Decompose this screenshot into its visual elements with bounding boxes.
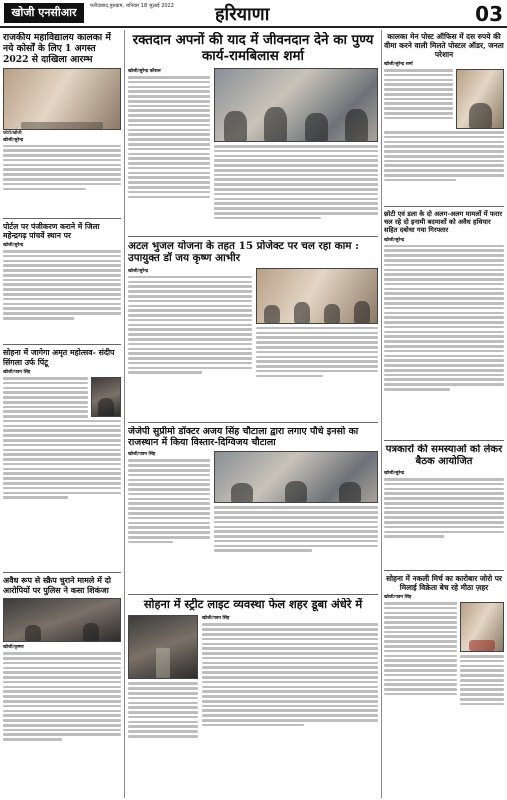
article-portal-registration [3,222,121,340]
article-headline: अटल भुजल योजना के तहत 15 प्रोजेक्ट पर चल रहा काम : उपायुक्त डॉ जय कृष्ण आभीर [128,240,359,265]
article-headline: पोर्टल पर पंजीकरण कराने में जिला महेन्द्रगढ़ पांचवें स्थान पर [3,222,100,240]
article-headline: सोहना में जागेगा अमृत महोत्सव- संदीप सिंगला उर्फ पिंटू [3,348,115,367]
article-photo [456,69,504,129]
article-atal-bhujal [128,240,378,418]
article-photo [3,68,121,130]
section-divider [384,206,504,207]
article-headline: छोटी एवं डला के दो अलग-अलग मामलों में फरार चल रहे दो इनामी बदमाशों को अवैध हथियार सहित दबोचा गया गिरफ्तार [384,210,503,235]
article-body [128,76,210,198]
article-fake-chilli [384,574,504,798]
article-body [128,276,252,374]
article-dateline: खोजी/पवन सिंह [128,452,156,458]
article-dateline: खोजी/पवन सिंह [3,370,31,375]
section-divider [128,236,378,237]
article-dateline: खोजी/सुरेन्द्र [384,471,405,476]
article-headline: जेजेपी सुप्रीमो डॉक्टर अजय सिंह चौटाला द्वारा लगाए पौधे इनसो का राजस्थान में किया विस्तार-दिग्विजय चौटाला [128,426,359,449]
article-dateline: खोजी/कृष्णा [3,645,24,651]
article-body-continued [202,623,378,726]
section-divider [3,572,121,573]
section-divider [3,344,121,345]
article-dateline: खोजी/सुरेन्द्र [3,243,24,248]
article-photo [214,68,378,142]
article-dateline: खोजी/पवन सिंह [384,595,412,600]
article-dateline: खोजी/सुरेन्द्र [384,237,405,243]
article-dateline: खोजी/सुरेन्द्र [128,268,149,274]
article-body [3,250,121,320]
article-body [384,478,504,538]
article-headline: राजकीय महाविद्यालय कालका में नये कोर्सों के लिए 1 अगस्त 2022 से दाखिला आरम्भ [3,32,111,65]
section-divider [3,218,121,219]
article-blood-donation [128,32,378,232]
page-number: 03 [475,2,503,26]
article-body [3,145,121,191]
section-divider [384,440,504,441]
article-post-office [384,32,504,202]
article-dateline: खोजी/सुरेन्द्र [3,137,24,143]
portrait-photo [91,377,121,417]
article-body-continued [384,131,504,181]
column-divider [381,30,382,798]
column-divider [124,30,125,798]
article-street-light [128,598,378,798]
article-dateline: खोजी/सुरेन्द्र कौशल [128,69,161,74]
article-body [384,245,504,391]
article-wanted-criminals [384,210,504,436]
article-college-admission [3,32,121,212]
section-divider [128,422,378,423]
article-headline: सोहना में नकली मिर्च का कारोबार जोरो पर मिलाई विक्रेता बेच रहे मीठा ज़हर [386,574,502,592]
article-body [384,69,453,129]
article-headline: रक्तदान अपनों की याद में जीवनदान देने का पुण्य कार्य-रामबिलास शर्मा [132,32,374,64]
article-photo [3,598,121,642]
article-jjp-plantation [128,426,378,590]
article-photo [460,602,504,652]
issue-info [90,3,174,10]
article-photo [128,615,198,679]
article-body [128,459,210,543]
article-photo [214,451,378,503]
photo-caption: फोटो/खोजी [3,131,22,136]
article-journalists-meeting [384,444,504,566]
article-headline: अवैध रूप से स्क्रैप चुराने मामले में दो आरोपियों पर पुलिस ने कसा शिकंजा [3,576,111,595]
article-dateline: खोजी/पवन सिंह [202,616,230,622]
article-body [3,652,121,741]
article-body-continued [460,655,504,705]
section-title: हरियाणा [215,4,270,25]
article-amrit-mahotsav [3,348,121,568]
issue-date: फरीदाबाद,गुरुग्राम, शनिवार 18 जुलाई 2022 [90,3,174,9]
article-dateline: खोजी/सुरेन्द्र शर्मा [384,62,413,67]
article-headline: कालका मेन पोस्ट ऑफिस में दस रुपये की वीमा करने वाली मिलते पोस्टल ऑडर, जनता परेशान [384,32,504,59]
article-body [128,682,198,737]
newspaper-logo: खोजी एनसीआर [4,3,84,23]
section-divider [128,594,378,595]
article-body-continued [214,506,378,552]
article-body [3,377,88,418]
article-body-continued [3,420,121,499]
article-headline: सोहना में स्ट्रीट लाइट व्यवस्था फेल शहर डूबा अंधेरे में [143,598,363,611]
article-headline: पत्रकारों की समस्याओं को लेकर बैठक आयोजित [385,444,503,467]
article-body-continued [214,145,378,219]
section-divider [384,570,504,571]
article-scrap-theft [3,576,121,798]
masthead [0,0,507,28]
article-photo [256,268,378,324]
article-body-continued [256,327,378,377]
article-body [384,602,457,705]
